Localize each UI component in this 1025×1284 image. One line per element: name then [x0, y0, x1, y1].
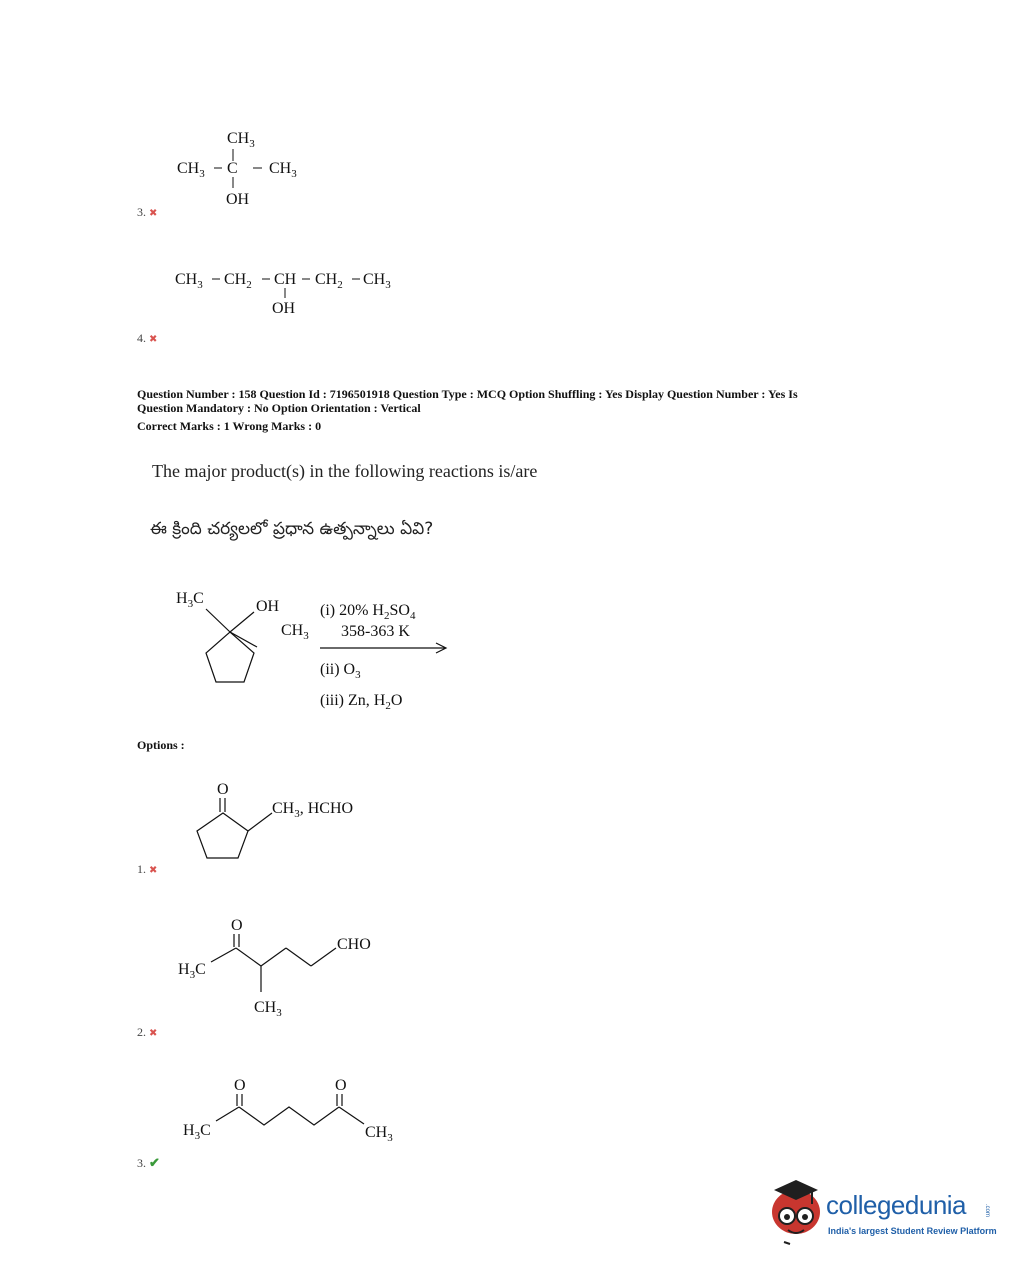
question-meta-line-2: Question Mandatory : No Option Orientation : Vertical	[137, 401, 421, 415]
correct-icon: ✔	[149, 1155, 160, 1170]
chem-oh: OH	[256, 598, 280, 615]
reaction-step-2: (ii) $O_3$	[320, 661, 361, 681]
chem-o: O	[217, 781, 229, 798]
chem-ch3: $CH_3$	[281, 622, 309, 642]
option-number: 2.	[137, 1025, 146, 1039]
option-2[interactable]	[137, 1025, 157, 1040]
chem-cho: CHO	[337, 936, 371, 953]
chem-ch3-left: $CH_3$	[177, 160, 205, 180]
question-meta-line-1: Question Number : 158 Question Id : 7196501918 Question Type : MCQ Option Shuffling : Yes Display Question Number : Yes Is	[137, 387, 798, 401]
structure-pentan-3-ol	[172, 265, 412, 325]
chem-ch3-hcho: $CH_3$, HCHO	[272, 800, 354, 820]
wrong-icon: ✖	[149, 208, 158, 219]
structure-option-3	[180, 1076, 420, 1146]
chem-ch3: $CH_3$	[254, 999, 282, 1019]
prev-option-4[interactable]	[137, 331, 157, 346]
chem-oh: OH	[272, 300, 296, 317]
mascot-icon	[766, 1178, 826, 1248]
option-3[interactable]	[137, 1155, 160, 1171]
options-label: Options :	[137, 738, 185, 752]
chem-ch3: $CH_3$	[175, 271, 203, 291]
chem-o: O	[335, 1077, 347, 1094]
collegedunia-logo[interactable]	[766, 1178, 996, 1248]
chem-h3c: $H_3C$	[183, 1122, 211, 1142]
option-number: 1.	[137, 862, 146, 876]
reaction-step-1: (i) 20% $H_2SO_4$	[320, 602, 416, 622]
structure-option-2	[175, 914, 405, 1024]
option-number: 3.	[137, 1156, 146, 1170]
chem-ch3: $CH_3$	[365, 1124, 393, 1144]
logo-dotcom: .com	[984, 1204, 990, 1218]
reaction-step-3: (iii) Zn, $H_2O$	[320, 692, 403, 712]
chem-ch3-right: $CH_3$	[269, 160, 297, 180]
structure-option-1	[190, 778, 380, 863]
chem-ch2: $CH_2$	[224, 271, 252, 291]
option-number: 4.	[137, 331, 146, 345]
option-number: 3.	[137, 205, 146, 219]
reaction-temperature: 358-363 K	[341, 623, 410, 640]
logo-tagline: India's largest Student Review Platform	[828, 1226, 997, 1236]
question-text-telugu: ఈ క్రింది చర్యలలో ప్రధాన ఉత్పన్నాలు ఏవి?	[150, 519, 434, 539]
chem-ch2: $CH_2$	[315, 271, 343, 291]
question-text-english: The major product(s) in the following reactions is/are	[152, 461, 538, 481]
chem-c-center: C	[227, 160, 238, 177]
reaction-scheme	[170, 585, 470, 715]
chem-ch3: $CH_3$	[363, 271, 391, 291]
question-marks: Correct Marks : 1 Wrong Marks : 0	[137, 419, 322, 433]
structure-tert-butanol	[170, 125, 330, 210]
chem-h3c: $H_3C$	[176, 590, 204, 610]
wrong-icon: ✖	[149, 334, 158, 345]
chem-o: O	[234, 1077, 246, 1094]
logo-wordmark: collegedunia	[826, 1190, 967, 1220]
chem-o: O	[231, 917, 243, 934]
option-1[interactable]	[137, 862, 157, 877]
chem-ch3-top: $CH_3$	[227, 130, 255, 150]
chem-ch: CH	[274, 271, 297, 288]
chem-h3c: $H_3C$	[178, 961, 206, 981]
wrong-icon: ✖	[149, 1028, 158, 1039]
chem-oh: OH	[226, 191, 250, 208]
wrong-icon: ✖	[149, 865, 158, 876]
prev-option-3[interactable]	[137, 205, 157, 220]
